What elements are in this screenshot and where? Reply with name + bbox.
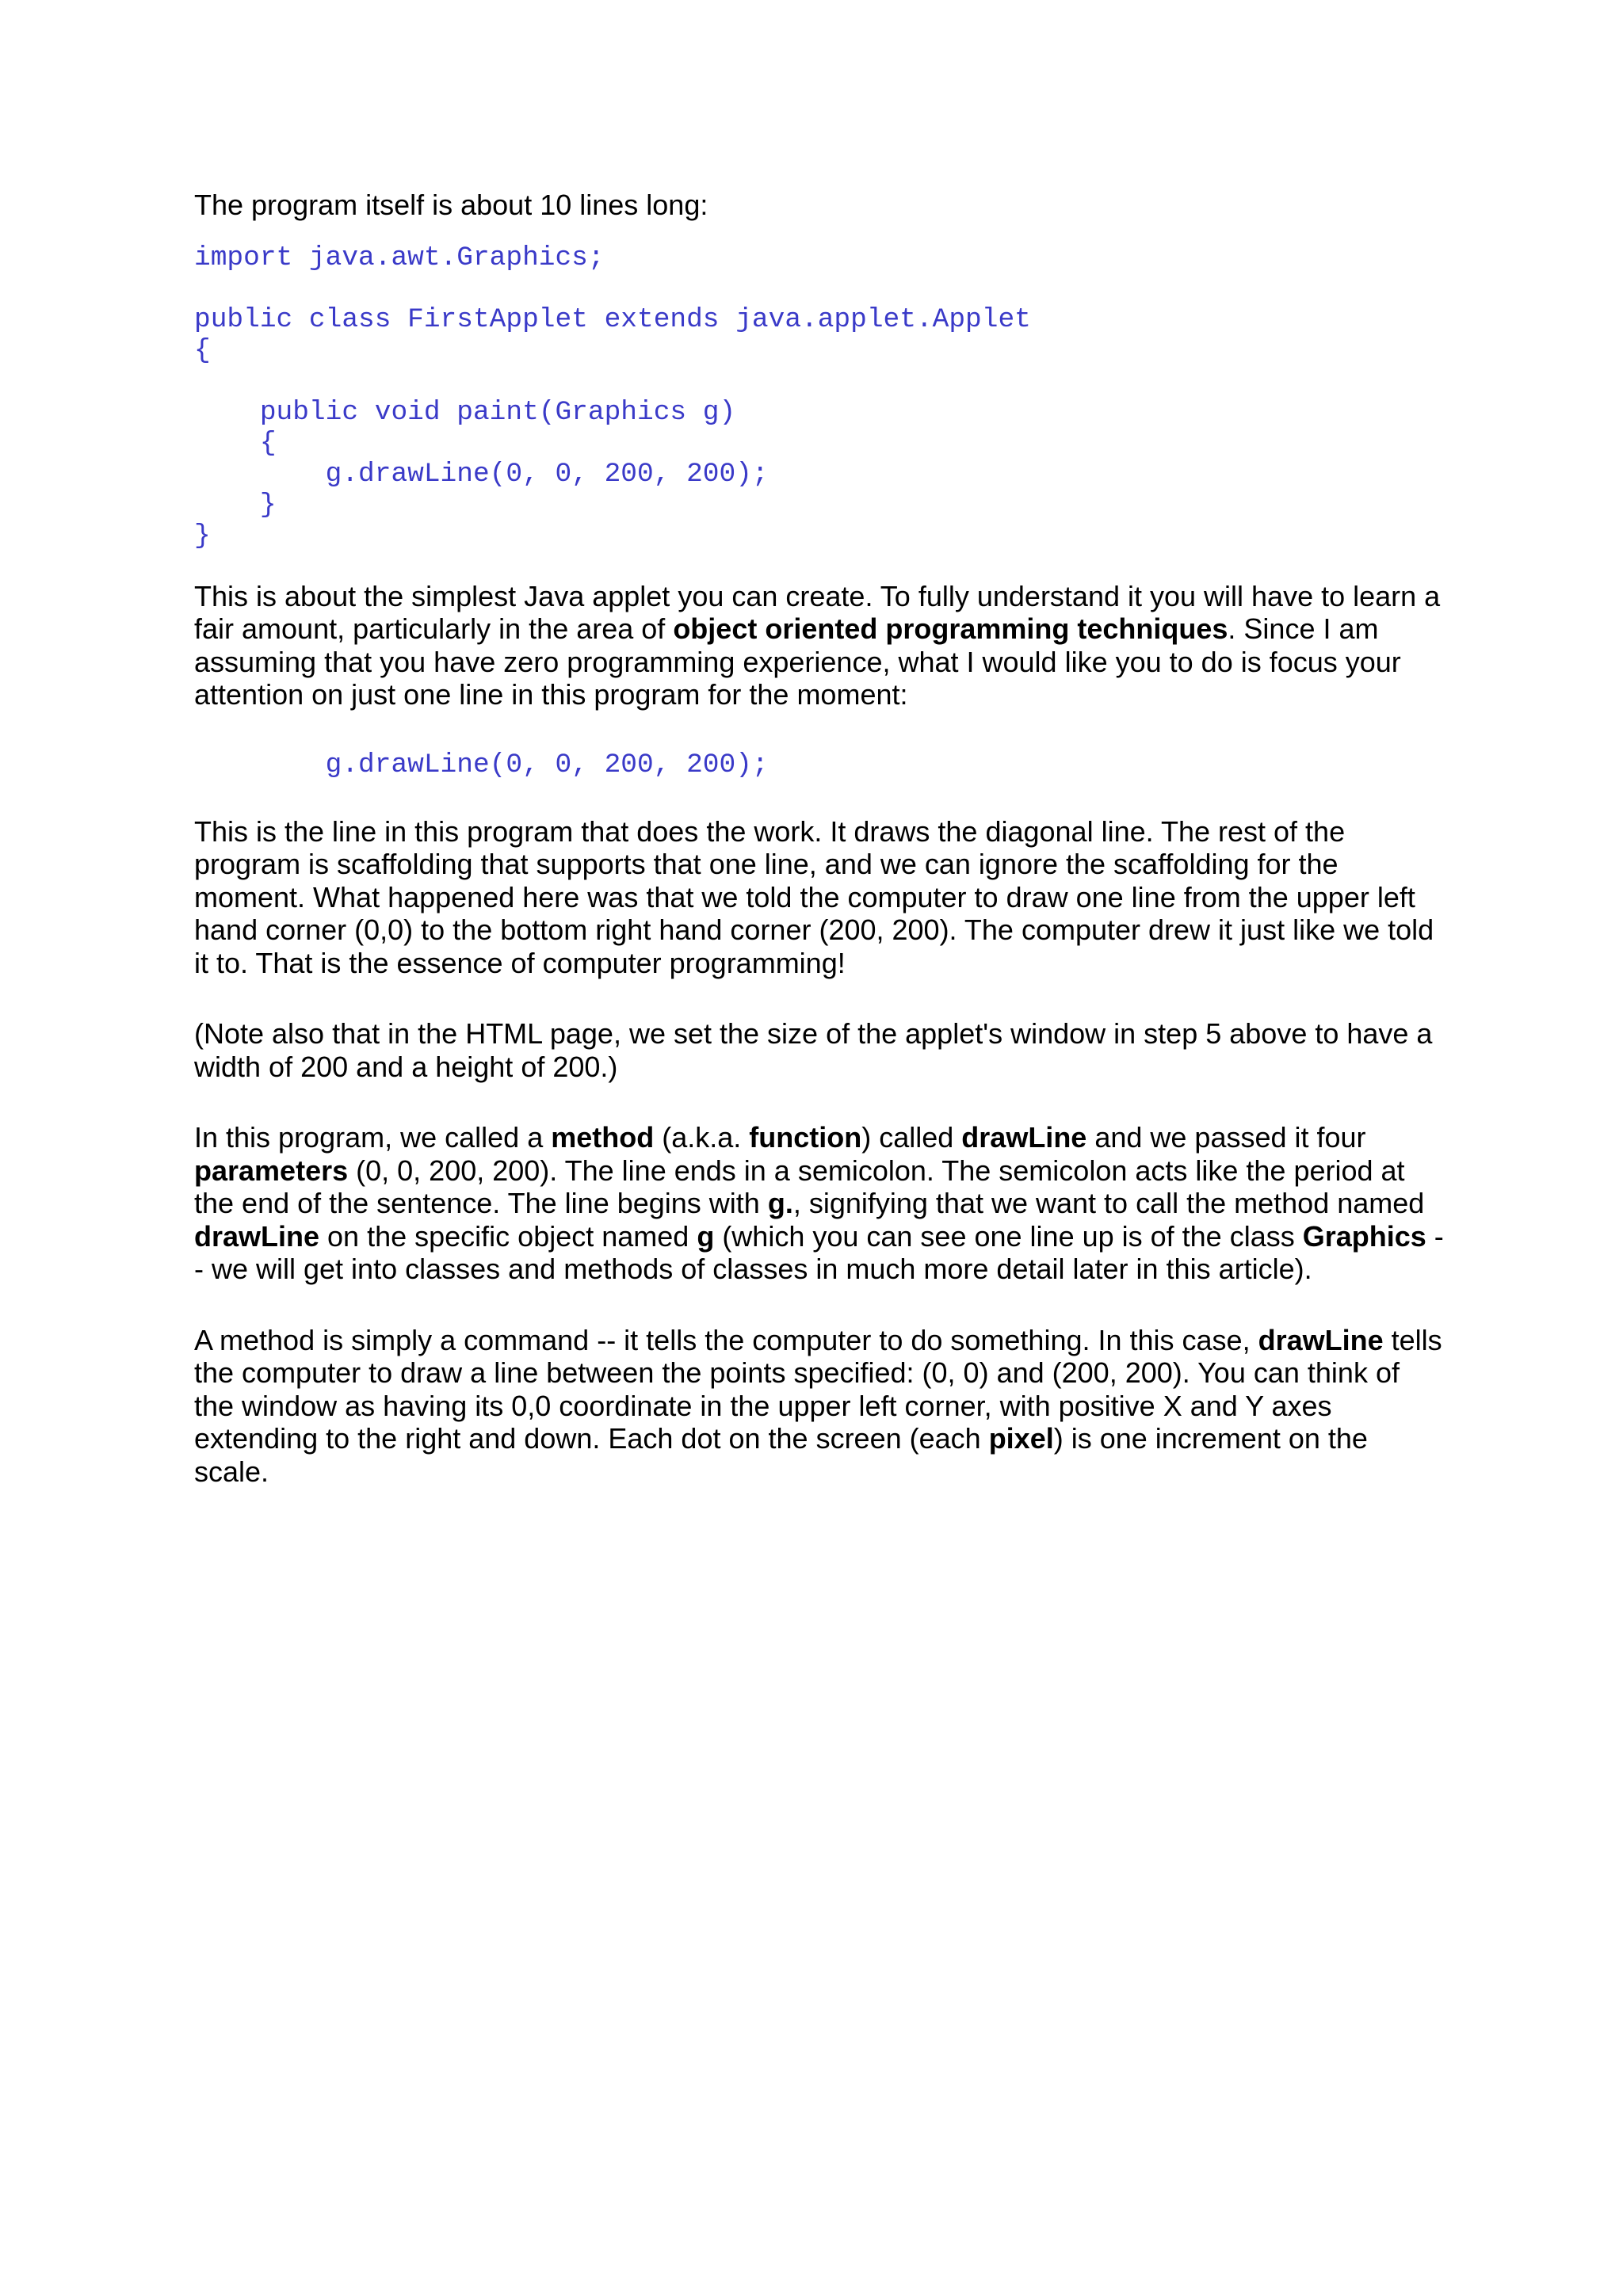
code-line-blank — [194, 366, 1446, 397]
bold-term: g. — [767, 1187, 793, 1219]
bold-term: parameters — [194, 1154, 349, 1187]
text-run: In this program, we called a — [194, 1121, 552, 1154]
code-line: import java.awt.Graphics; — [194, 242, 605, 273]
code-block — [194, 242, 1446, 551]
text-run: -- we will get into classes and methods of classes in much more detail later in this article). — [194, 1219, 1444, 1285]
highlighted-code-line: g.drawLine(0, 0, 200, 200); — [194, 749, 769, 780]
text-run: on the specific object named — [319, 1219, 697, 1253]
bold-term: Graphics — [1302, 1219, 1426, 1253]
bold-term: g — [697, 1219, 715, 1253]
bold-term: drawLine — [194, 1219, 320, 1253]
text-run: (0, 0, 200, 200). The line ends in a semicolon. The semicolon acts like the period at the end of the sentence. The line begins with — [194, 1154, 1405, 1219]
paragraph-note-html: (Note also that in the HTML page, we set the size of the applet's window in step 5 above to have a width of 200 and a height of 200.) — [194, 1017, 1433, 1083]
text-run: ) is one increment on the scale. — [194, 1422, 1368, 1488]
paragraph-method-command — [194, 1324, 1446, 1489]
code-line: g.drawLine(0, 0, 200, 200); — [194, 458, 769, 490]
document-page — [194, 189, 1446, 1526]
text-run: . Since I am assuming that you have zero programming experience, what I would like you to do is focus your attention on just one line in this program for the moment: — [194, 612, 1401, 711]
paragraph-line-does-work: This is the line in this program that does the work. It draws the diagonal line. The rest of the program is scaffolding that supports that one line, and we can ignore the scaffolding for the moment. What happened here was that we told the computer to draw one line from the upper left hand corner (0,0) to the bottom right hand corner (200, 200). The computer drew it just like we told it to. That is the essence of computer programming! — [194, 814, 1434, 979]
text-run: (a.k.a. — [654, 1121, 750, 1154]
text-run: (which you can see one line up is of the class — [714, 1219, 1303, 1253]
code-line: { — [194, 427, 277, 459]
text-run: , signifying that we want to call the method named — [792, 1187, 1425, 1219]
bold-term: drawLine — [961, 1121, 1087, 1154]
text-run: A method is simply a command -- it tells the computer to do something. In this case, — [194, 1323, 1258, 1356]
bold-term: drawLine — [1258, 1323, 1384, 1356]
text-run: tells the computer to draw a line between the points specified: (0, 0) and (200, 200). You can think of the window as having its 0,0 coordinate in the upper left corner, with positive X and Y axes extending to the right and down. Each dot on the screen (each — [194, 1323, 1442, 1455]
code-line: public void paint(Graphics g) — [194, 396, 736, 428]
code-line: public class FirstApplet extends java.applet.Applet — [194, 303, 1031, 335]
text-run: This is about the simplest Java applet you can create. To fully understand it you will have to learn a fair amount, particularly in the area of — [194, 579, 1441, 645]
code-line-blank — [194, 273, 1446, 304]
paragraph-simplest-applet — [194, 580, 1446, 711]
bold-term: method — [551, 1121, 655, 1154]
code-line: } — [194, 489, 277, 521]
code-line: } — [194, 520, 211, 551]
text-run: ) called — [861, 1121, 962, 1154]
intro-paragraph: The program itself is about 10 lines long: — [194, 189, 708, 221]
bold-term: pixel — [988, 1422, 1054, 1455]
paragraph-method-called — [194, 1121, 1446, 1286]
code-line: { — [194, 334, 211, 366]
text-run: and we passed it four — [1086, 1121, 1366, 1154]
bold-term: function — [749, 1121, 862, 1154]
bold-term: object oriented programming techniques — [673, 612, 1228, 645]
